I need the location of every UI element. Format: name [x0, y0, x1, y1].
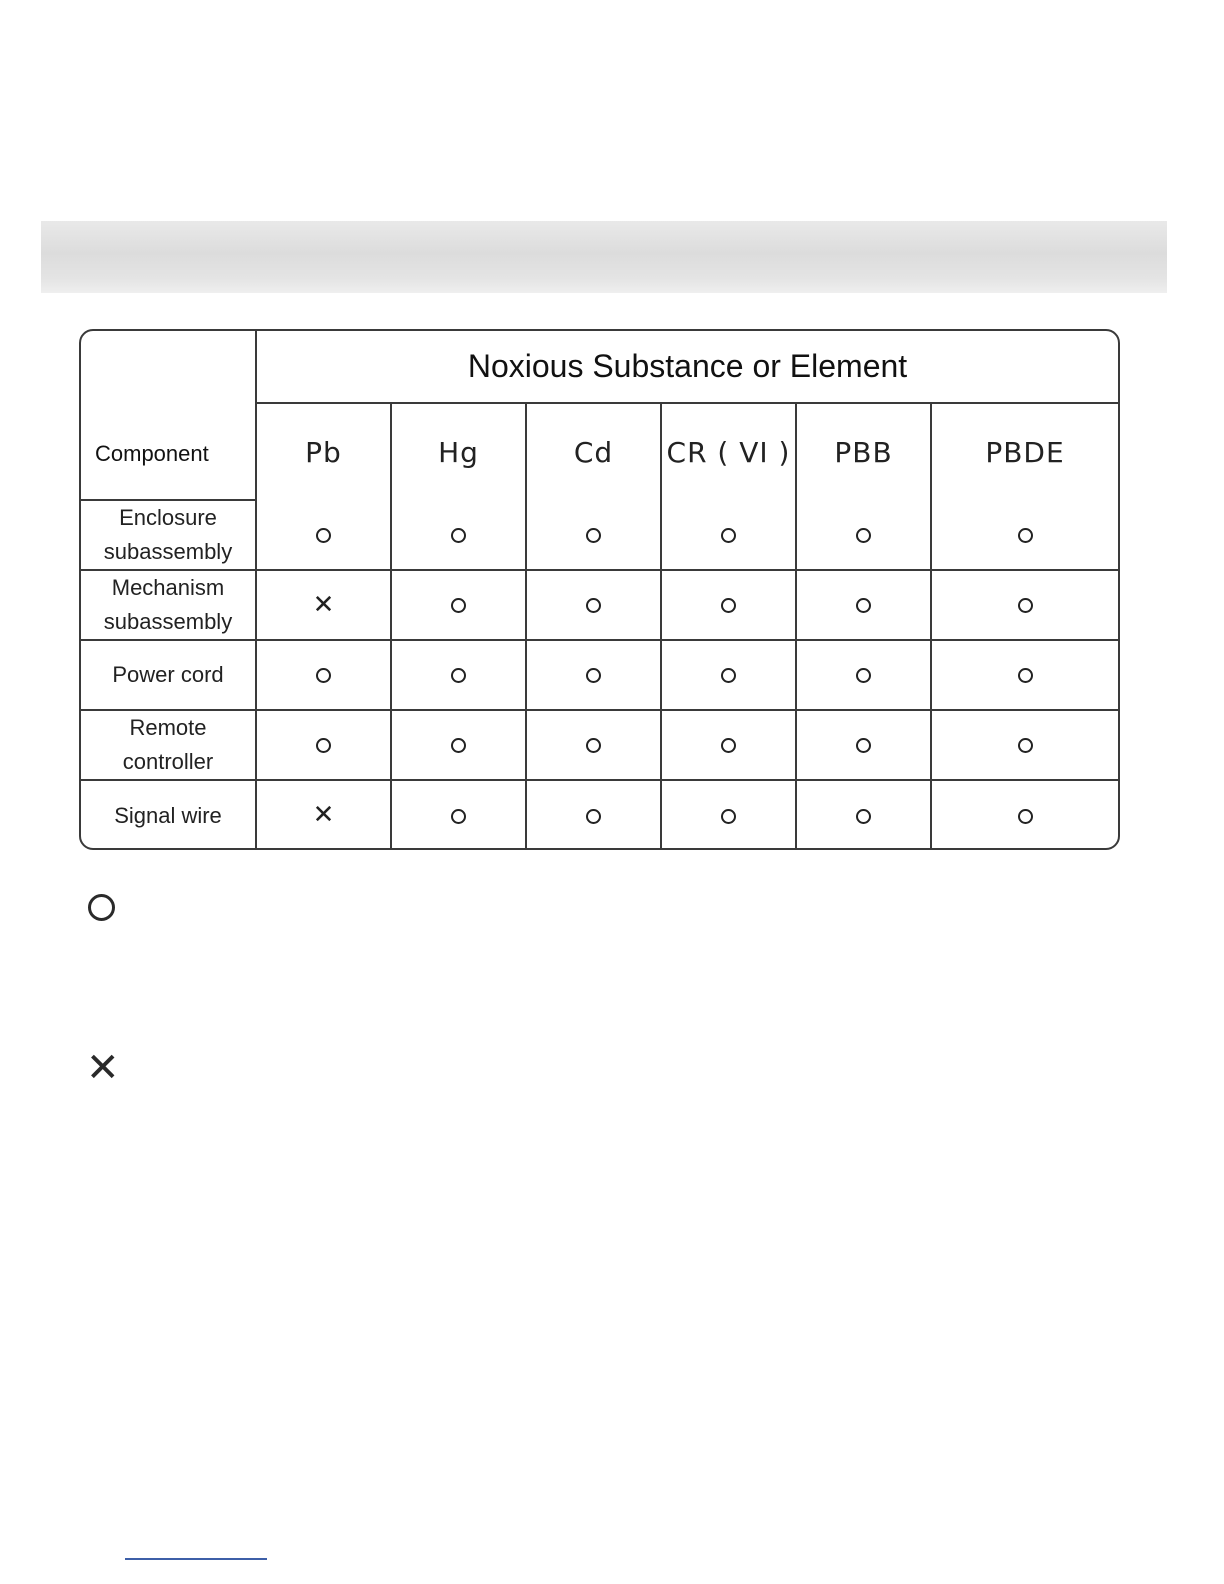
substance-header-pb: Pb	[256, 403, 391, 500]
circle-icon	[856, 528, 871, 543]
component-name-line1: Signal wire	[114, 802, 222, 828]
compliance-cell	[256, 640, 391, 710]
circle-icon	[721, 528, 736, 543]
compliance-cell	[931, 500, 1118, 570]
circle-icon	[451, 528, 466, 543]
table-row	[81, 780, 1118, 850]
circle-icon	[1018, 598, 1033, 613]
circle-icon	[451, 598, 466, 613]
header-band	[41, 221, 1167, 293]
legend-circle-icon	[88, 894, 115, 921]
compliance-cell	[256, 500, 391, 570]
compliance-cell	[796, 640, 931, 710]
circle-icon	[856, 668, 871, 683]
compliance-cell	[661, 500, 796, 570]
substance-header-pbde: PBDE	[931, 403, 1118, 500]
component-name-cell	[81, 780, 256, 850]
compliance-cell	[391, 780, 526, 850]
compliance-cell	[526, 500, 661, 570]
substance-header-hg: Hg	[391, 403, 526, 500]
circle-icon	[1018, 668, 1033, 683]
circle-icon	[451, 809, 466, 824]
table-row	[81, 640, 1118, 710]
compliance-cell	[256, 780, 391, 850]
compliance-cell	[931, 570, 1118, 640]
circle-icon	[1018, 528, 1033, 543]
substance-header-pbb: PBB	[796, 403, 931, 500]
table-body	[81, 500, 1118, 850]
compliance-cell	[256, 710, 391, 780]
circle-icon	[721, 668, 736, 683]
table-row	[81, 500, 1118, 570]
component-name-line1: Remote	[129, 715, 207, 740]
circle-icon	[451, 668, 466, 683]
compliance-cell	[526, 710, 661, 780]
component-name-line1: Mechanism	[111, 575, 225, 600]
circle-icon	[1018, 809, 1033, 824]
compliance-cell	[661, 640, 796, 710]
compliance-cell	[661, 570, 796, 640]
component-name-line1: Enclosure	[119, 505, 217, 530]
circle-icon	[586, 528, 601, 543]
component-name-line2: subassembly	[103, 609, 233, 634]
component-header: Component	[81, 331, 256, 500]
component-name-cell	[81, 570, 256, 640]
compliance-cell	[796, 570, 931, 640]
legend-cross-icon: ✕	[86, 1045, 120, 1091]
circle-icon	[856, 598, 871, 613]
compliance-cell	[931, 780, 1118, 850]
compliance-cell	[661, 710, 796, 780]
compliance-cell	[391, 640, 526, 710]
circle-icon	[856, 738, 871, 753]
circle-icon	[586, 738, 601, 753]
circle-icon	[721, 598, 736, 613]
component-name-cell	[81, 710, 256, 780]
table-row	[81, 710, 1118, 780]
compliance-cell	[661, 780, 796, 850]
circle-icon	[721, 809, 736, 824]
circle-icon	[721, 738, 736, 753]
compliance-cell	[796, 780, 931, 850]
footer-link-underline	[125, 1558, 267, 1560]
circle-icon	[586, 809, 601, 824]
compliance-cell	[931, 640, 1118, 710]
table-row	[81, 570, 1118, 640]
circle-icon	[586, 668, 601, 683]
compliance-cell	[526, 640, 661, 710]
compliance-cell	[391, 710, 526, 780]
circle-icon	[1018, 738, 1033, 753]
compliance-cell	[526, 780, 661, 850]
substance-header-cd: Cd	[526, 403, 661, 500]
component-name-cell	[81, 640, 256, 710]
compliance-cell	[796, 500, 931, 570]
compliance-cell	[391, 570, 526, 640]
compliance-cell	[796, 710, 931, 780]
compliance-cell	[931, 710, 1118, 780]
table-title: Noxious Substance or Element	[256, 331, 1118, 403]
circle-icon	[856, 809, 871, 824]
component-name-line2: controller	[122, 749, 214, 774]
compliance-cell	[256, 570, 391, 640]
cross-icon: ✕	[312, 800, 335, 830]
component-name-line2: subassembly	[103, 539, 233, 564]
circle-icon	[586, 598, 601, 613]
compliance-cell	[391, 500, 526, 570]
component-name-line1: Power cord	[112, 662, 224, 687]
substance-table	[81, 331, 1118, 850]
substance-table-container	[79, 329, 1120, 850]
component-name-cell	[81, 500, 256, 570]
cross-icon: ✕	[312, 589, 335, 620]
circle-icon	[316, 528, 331, 543]
substance-header-cr-vi: CR ( VI )	[661, 403, 796, 500]
compliance-cell	[526, 570, 661, 640]
circle-icon	[316, 668, 331, 683]
circle-icon	[451, 738, 466, 753]
circle-icon	[316, 738, 331, 753]
